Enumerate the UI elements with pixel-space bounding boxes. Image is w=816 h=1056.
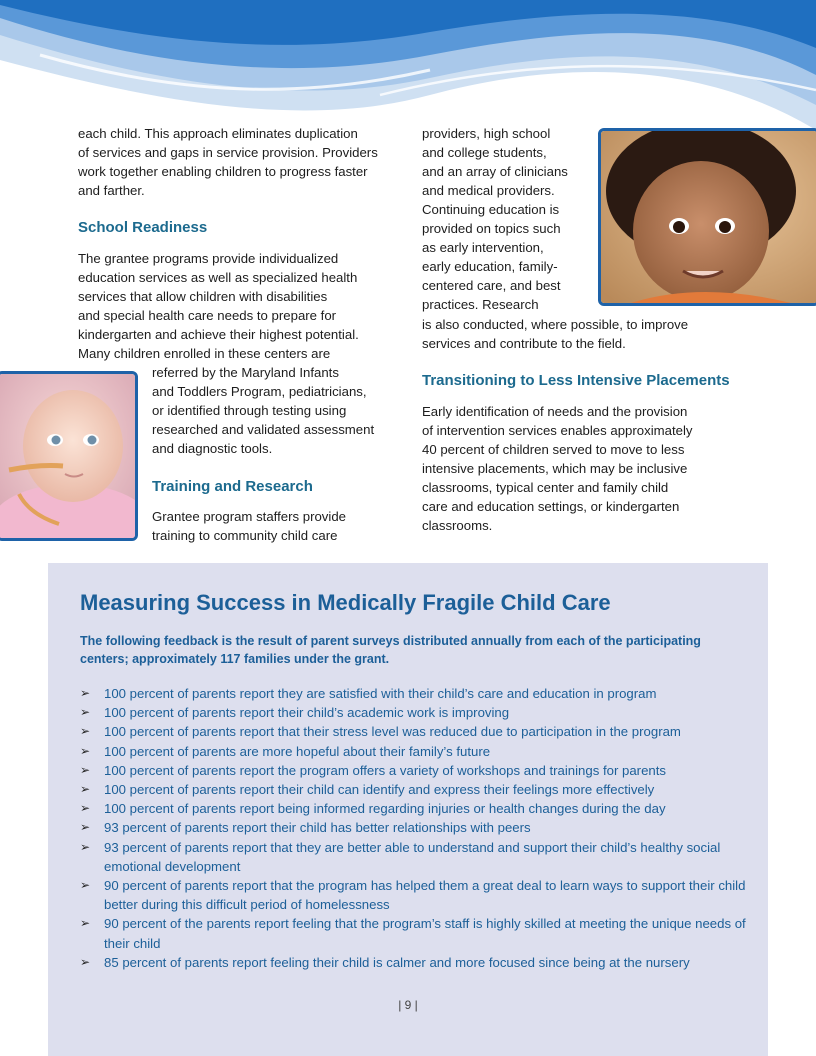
panel-intro: The following feedback is the result of parent surveys distributed annually from each of the participating centers; approximately 117 families under the grant. xyxy=(80,634,701,666)
list-item xyxy=(80,838,750,876)
text-line: services and contribute to the field. xyxy=(422,336,626,351)
text-line: education services as well as specialized health xyxy=(78,270,358,285)
school-readiness-heading: School Readiness xyxy=(78,219,208,236)
list-item-text: 100 percent of parents report the program offers a variety of workshops and trainings for parents xyxy=(104,762,666,778)
arrow-bullet-icon: ➢ xyxy=(80,705,91,720)
list-item xyxy=(80,703,750,722)
text-line: of intervention services enables approximately xyxy=(422,423,693,438)
arrow-bullet-icon: ➢ xyxy=(80,820,91,835)
text-line: provided on topics such xyxy=(422,221,561,236)
list-item xyxy=(80,914,750,952)
arrow-bullet-icon: ➢ xyxy=(80,954,91,969)
text-line: each child. This approach eliminates duplication xyxy=(78,126,358,141)
text-line: referred by the Maryland Infants xyxy=(152,365,339,380)
arrow-bullet-icon: ➢ xyxy=(80,686,91,700)
text-line: early education, family- xyxy=(422,259,558,274)
text-line: classrooms. xyxy=(422,518,493,533)
list-item-text: 100 percent of parents report that their stress level was reduced due to participation in the program xyxy=(104,724,681,740)
arrow-bullet-icon: ➢ xyxy=(80,782,91,797)
school-readiness-indented xyxy=(152,363,402,458)
text-line: and Toddlers Program, pediatricians, xyxy=(152,384,367,399)
text-line: and college students, xyxy=(422,145,547,160)
text-line: work together enabling children to progress faster xyxy=(78,164,368,179)
text-line: and medical providers. xyxy=(422,183,555,198)
text-line: classrooms, typical center and family child xyxy=(422,480,669,495)
list-item-text: 93 percent of parents report that they are better able to understand and support their child’s healthy social emotional development xyxy=(104,839,721,874)
list-item-text: 100 percent of parents report their child’s academic work is improving xyxy=(104,705,510,721)
toddler-photo-illustration xyxy=(601,131,816,303)
list-item xyxy=(80,780,750,799)
list-item-text: 100 percent of parents report their child can identify and express their feelings more effectively xyxy=(104,782,655,798)
survey-results-list xyxy=(80,684,750,972)
infant-photo-illustration xyxy=(0,374,135,538)
text-line: practices. Research xyxy=(422,297,539,312)
list-item-text: 93 percent of parents report their child has better relationships with peers xyxy=(104,820,531,836)
training-heading: Training and Research xyxy=(152,478,313,495)
text-line: is also conducted, where possible, to improve xyxy=(422,317,689,332)
text-line: Many children enrolled in these centers are xyxy=(78,346,331,361)
panel-title: Measuring Success in Medically Fragile Child Care xyxy=(80,590,611,615)
text-line: Continuing education is xyxy=(422,202,560,217)
list-item xyxy=(80,742,750,761)
measuring-success-panel xyxy=(48,563,768,1056)
transitioning-body xyxy=(422,402,762,535)
text-line: care and education settings, or kindergarten xyxy=(422,499,680,514)
list-item-text: 85 percent of parents report feeling their child is calmer and more focused since being at the nursery xyxy=(104,954,690,970)
list-item-text: 90 percent of parents report that the program has helped them a great deal to learn ways to support their child better during this difficult period of homelessness xyxy=(104,878,746,913)
list-item xyxy=(80,684,750,703)
infant-photo xyxy=(0,371,138,541)
left-column-intro xyxy=(78,124,408,200)
text-line: Grantee program staffers provide xyxy=(152,509,347,524)
arrow-bullet-icon: ➢ xyxy=(80,724,91,739)
list-item xyxy=(80,953,750,972)
training-body xyxy=(152,507,402,545)
arrow-bullet-icon: ➢ xyxy=(80,762,91,777)
text-line: Early identification of needs and the provision xyxy=(422,404,688,419)
list-item xyxy=(80,818,750,837)
text-line: and farther. xyxy=(78,183,145,198)
list-item-text: 100 percent of parents report being informed regarding injuries or health changes during the day xyxy=(104,801,666,817)
text-line: and special health care needs to prepare for xyxy=(78,308,337,323)
arrow-bullet-icon: ➢ xyxy=(80,801,91,816)
text-line: or identified through testing using xyxy=(152,403,347,418)
list-item xyxy=(80,876,750,914)
text-line: and an array of clinicians xyxy=(422,164,568,179)
text-line: centered care, and best xyxy=(422,278,561,293)
text-line: of services and gaps in service provision. Providers xyxy=(78,145,378,160)
arrow-bullet-icon: ➢ xyxy=(80,839,91,854)
list-item-text: 100 percent of parents are more hopeful about their family’s future xyxy=(104,743,491,759)
arrow-bullet-icon: ➢ xyxy=(80,916,91,931)
list-item xyxy=(80,761,750,780)
text-line: services that allow children with disabilities xyxy=(78,289,328,304)
transitioning-heading: Transitioning to Less Intensive Placements xyxy=(422,372,730,389)
text-line: intensive placements, which may be inclusive xyxy=(422,461,688,476)
text-line: researched and validated assessment xyxy=(152,422,375,437)
list-item xyxy=(80,799,750,818)
school-readiness-body xyxy=(78,249,408,363)
toddler-photo xyxy=(598,128,816,306)
text-line: as early intervention, xyxy=(422,240,544,255)
right-column-research xyxy=(422,315,762,353)
right-column-training-continued xyxy=(422,124,602,314)
text-line: training to community child care xyxy=(152,528,338,543)
text-line: and diagnostic tools. xyxy=(152,441,273,456)
arrow-bullet-icon: ➢ xyxy=(80,743,91,758)
arrow-bullet-icon: ➢ xyxy=(80,878,91,893)
text-line: kindergarten and achieve their highest potential. xyxy=(78,327,359,342)
list-item-text: 90 percent of the parents report feeling that the program’s staff is highly skilled at meeting the unique needs of their child xyxy=(104,916,746,951)
list-item-text: 100 percent of parents report they are satisfied with their child’s care and education in program xyxy=(104,686,657,701)
text-line: 40 percent of children served to move to less xyxy=(422,442,685,457)
list-item xyxy=(80,722,750,741)
text-line: providers, high school xyxy=(422,126,551,141)
text-line: The grantee programs provide individualized xyxy=(78,251,339,266)
header-wave-graphic xyxy=(0,0,816,130)
page-number: | 9 | xyxy=(398,998,418,1012)
